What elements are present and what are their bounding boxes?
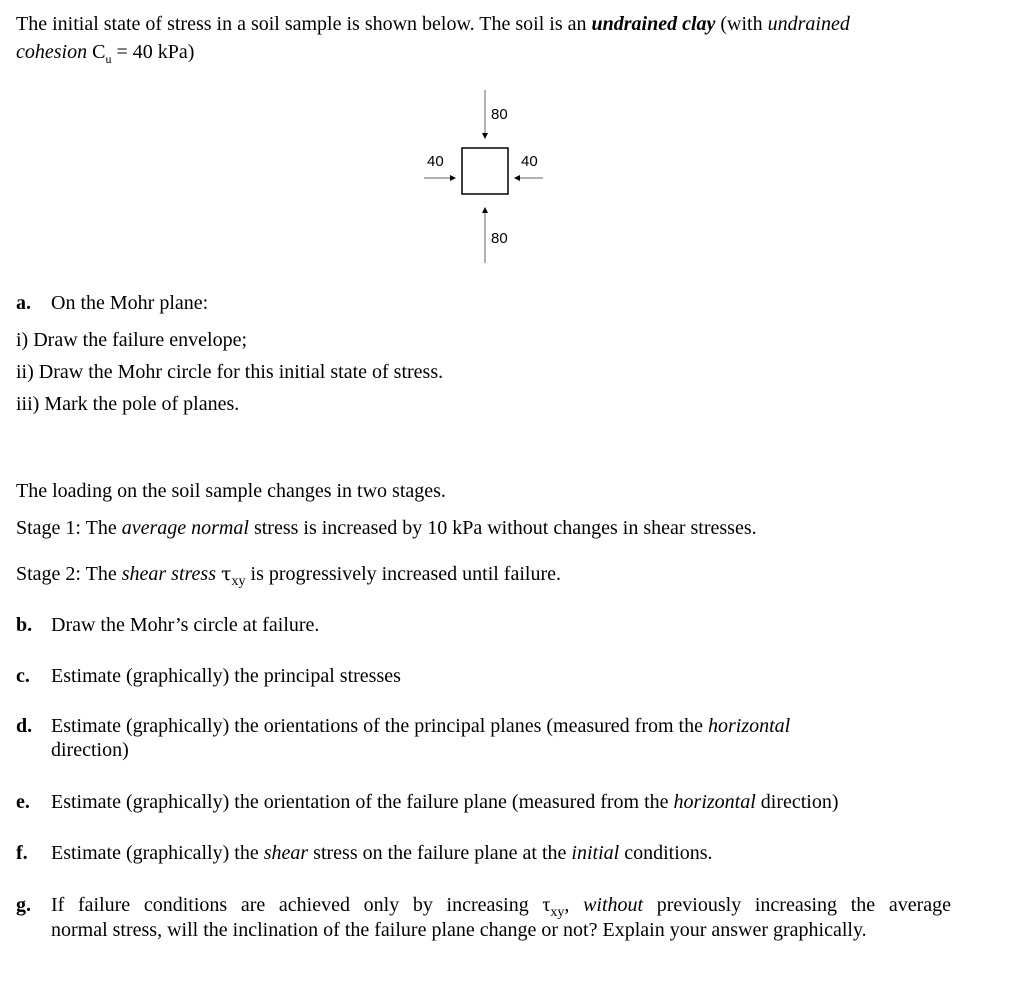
- intro-text: (with: [715, 13, 768, 35]
- stage-1-text: stress is increased by 10 kPa without changes in shear stresses.: [248, 517, 757, 539]
- part-c-label: c.: [16, 665, 30, 687]
- part-b-text: Draw the Mohr’s circle at failure.: [51, 614, 320, 636]
- part-a-item-iii: iii) Mark the pole of planes.: [16, 393, 240, 415]
- part-d-line-1: [51, 714, 790, 738]
- bottom-arrow-head: [482, 207, 488, 213]
- intro-italic: cohesion: [16, 41, 88, 63]
- intro-text: = 40 kPa): [111, 41, 195, 63]
- part-d-label: d.: [16, 715, 33, 737]
- part-b-label: b.: [16, 614, 33, 636]
- part-f-text-a: Estimate (graphically) the: [51, 842, 264, 864]
- intro-italic: undrained: [767, 13, 850, 35]
- stage-2-text: is progressively increased until failure.: [245, 563, 561, 585]
- part-e-text: [51, 790, 839, 814]
- part-g-text: previously increasing the average: [643, 894, 951, 916]
- part-e-italic: horizontal: [673, 791, 756, 813]
- part-e-label: e.: [16, 791, 30, 813]
- part-f-italic: initial: [571, 842, 620, 864]
- diagram-right-value: 40: [521, 153, 538, 170]
- loading-intro: The loading on the soil sample changes in two stages.: [16, 480, 446, 502]
- stage-2-text: Stage 2: The: [16, 563, 122, 585]
- right-arrow-head: [514, 175, 520, 181]
- intro-emphasis: undrained clay: [591, 13, 716, 35]
- part-f-italic: shear: [263, 842, 309, 864]
- part-e-text-b: direction): [755, 791, 839, 813]
- soil-element-square: [462, 148, 508, 194]
- diagram-left-value: 40: [427, 153, 444, 170]
- diagram-bottom-value: 80: [491, 230, 508, 247]
- part-c-text: Estimate (graphically) the principal stresses: [51, 665, 401, 687]
- part-g-text: If failure conditions are achieved only by increasing τ: [51, 894, 551, 916]
- part-e-text-a: Estimate (graphically) the orientation of the failure plane (measured from the: [51, 791, 674, 813]
- tau-symbol: τ: [221, 563, 232, 585]
- stage-2-italic: shear stress: [121, 563, 217, 585]
- intro-text: C: [87, 41, 106, 63]
- stage-1-italic: average normal: [121, 517, 249, 539]
- part-f-text-c: conditions.: [619, 842, 713, 864]
- part-d-line-2: direction): [51, 739, 129, 761]
- top-arrow-head: [482, 133, 488, 139]
- part-d-italic: horizontal: [708, 715, 791, 737]
- intro-text: The initial state of stress in a soil sample is shown below. The soil is an: [16, 13, 592, 35]
- part-a-text: On the Mohr plane:: [51, 292, 209, 314]
- stage-1: [16, 516, 757, 540]
- part-f-label: f.: [16, 842, 28, 864]
- intro-line-1: [16, 12, 850, 36]
- part-a-item-i: i) Draw the failure envelope;: [16, 329, 248, 351]
- part-g-label: g.: [16, 894, 31, 916]
- part-a-label: a.: [16, 292, 31, 314]
- part-f-text: [51, 841, 713, 865]
- part-g-line-2: normal stress, will the inclination of the failure plane change or not? Explain your answer graphically.: [51, 919, 867, 941]
- tau-subscript: xy: [231, 574, 246, 589]
- part-g-subscript: xy: [550, 905, 565, 920]
- part-a-item-ii: ii) Draw the Mohr circle for this initial state of stress.: [16, 361, 444, 383]
- part-d-text: Estimate (graphically) the orientations of the principal planes (measured from the: [51, 715, 708, 737]
- intro-subscript: u: [105, 52, 112, 66]
- part-g-text: ,: [564, 894, 584, 916]
- intro-line-2: [16, 40, 194, 71]
- part-f-text-b: stress on the failure plane at the: [308, 842, 572, 864]
- stage-2: [16, 562, 561, 594]
- part-g-italic: without: [583, 894, 644, 916]
- stage-1-text: Stage 1: The: [16, 517, 122, 539]
- diagram-top-value: 80: [491, 106, 508, 123]
- left-arrow-head: [450, 175, 456, 181]
